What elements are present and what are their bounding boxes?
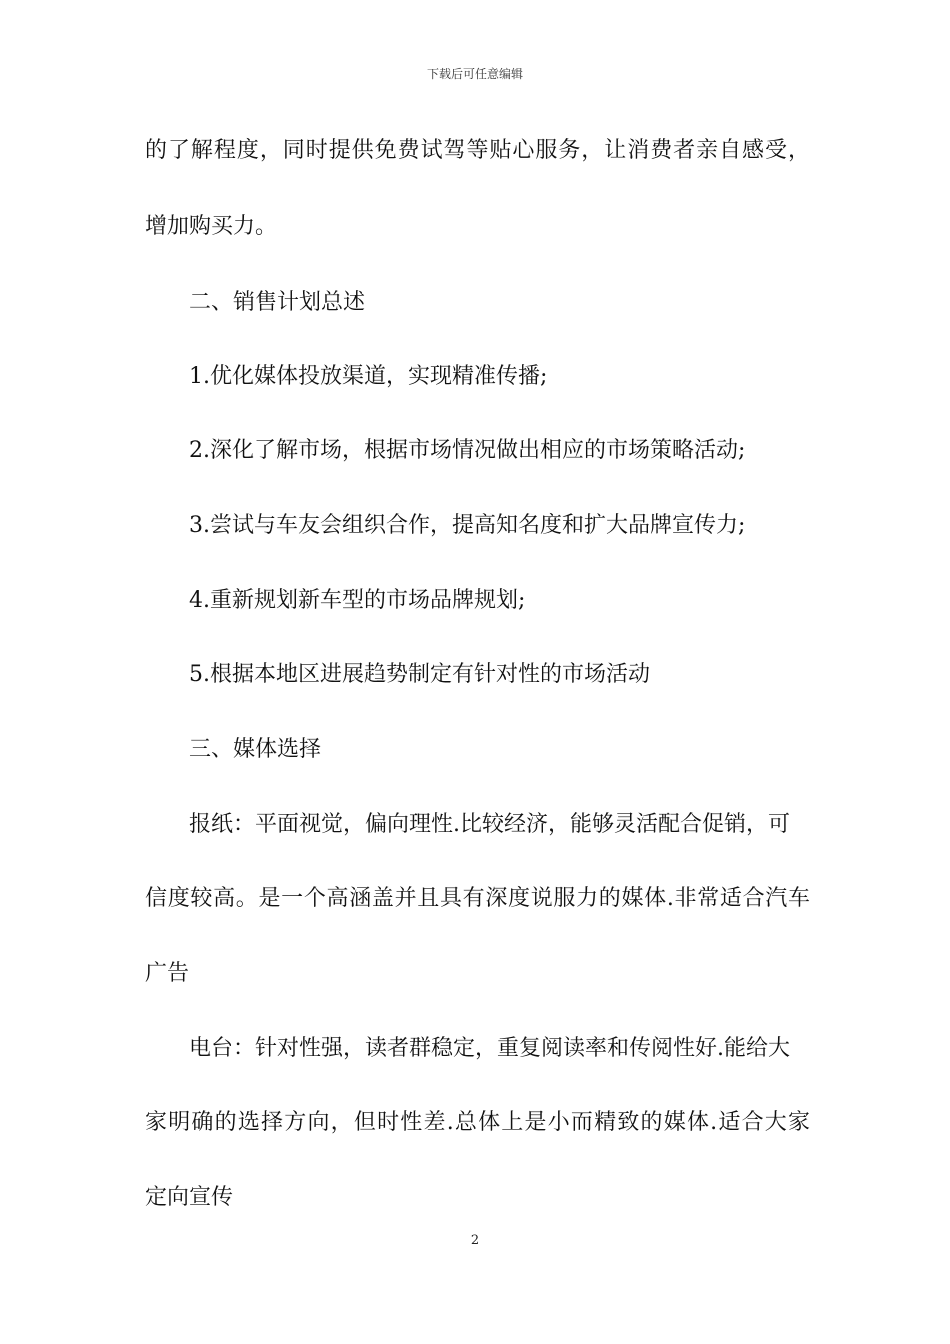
list-item: 3.尝试与车友会组织合作，提高知名度和扩大品牌宣传力; — [189, 513, 746, 538]
paragraph-line: 定向宣传 — [145, 1185, 234, 1210]
paragraph-line: 报纸：平面视觉，偏向理性.比较经济，能够灵活配合促销，可 — [189, 812, 790, 837]
paragraph-line: 家明确的选择方向，但时性差.总体上是小而精致的媒体.适合大家 — [145, 1110, 810, 1135]
list-item: 1.优化媒体投放渠道，实现精准传播; — [189, 364, 548, 389]
paragraph-line: 增加购买力。 — [145, 214, 278, 239]
section-heading: 三、媒体选择 — [189, 737, 322, 762]
paragraph-line: 信度较高。是一个高涵盖并且具有深度说服力的媒体.非常适合汽车 — [145, 886, 810, 911]
list-item: 4.重新规划新车型的市场品牌规划; — [189, 588, 526, 613]
list-item: 2.深化了解市场，根据市场情况做出相应的市场策略活动; — [189, 438, 746, 463]
paragraph-line: 广告 — [145, 961, 190, 986]
paragraph-line: 电台：针对性强，读者群稳定，重复阅读率和传阅性好.能给大 — [189, 1036, 790, 1061]
page-header-note: 下载后可任意编辑 — [426, 67, 523, 81]
paragraph-line: 的了解程度，同时提供免费试驾等贴心服务，让消费者亲自感受， — [145, 138, 810, 163]
list-item: 5.根据本地区进展趋势制定有针对性的市场活动 — [189, 662, 650, 687]
page-number: 2 — [470, 1233, 480, 1248]
section-heading: 二、销售计划总述 — [189, 290, 366, 315]
